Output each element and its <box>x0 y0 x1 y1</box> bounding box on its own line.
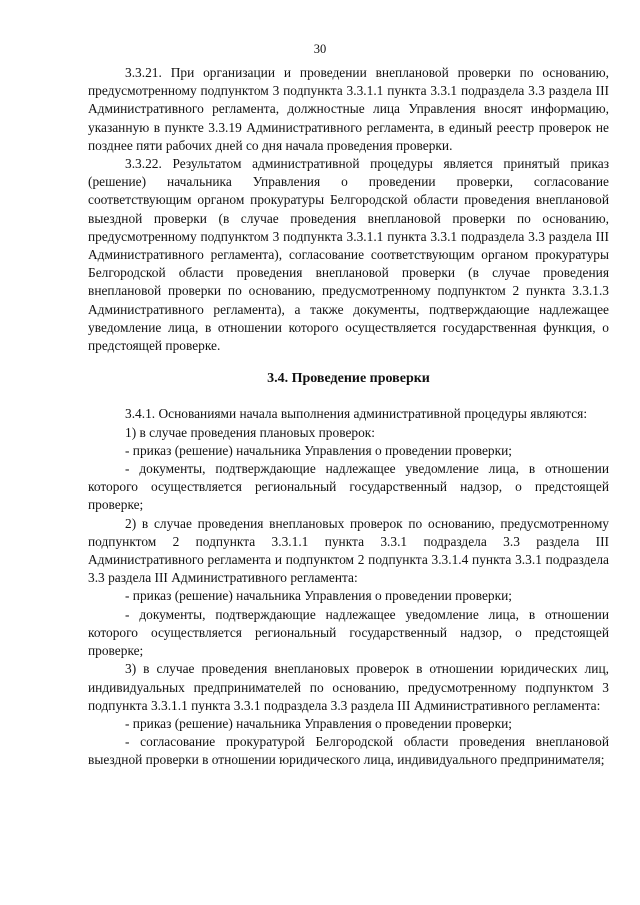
section-heading: 3.4. Проведение проверки <box>267 371 430 387</box>
list-item: - приказ (решение) начальника Управления о проведении проверки; <box>125 588 512 604</box>
document-body <box>88 64 609 770</box>
list-item: - документы, подтверждающие надлежащее уведомление лица, в отношении которого осуществляется региональный государственный надзор, о предстоящей проверке; <box>88 461 609 513</box>
list-item: 2) в случае проведения внеплановых проверок по основанию, предусмотренному подпунктом 2 подпункта 3.3.1.1 пункта 3.3.1 подраздела 3.3 раздела III Административного регламента и подпунктом 2 подпункта 3.3.1.4 пункта 3.3.1 подраздела 3.3 раздела III Административного регламента: <box>88 515 609 586</box>
list-item: - документы, подтверждающие надлежащее уведомление лица, в отношении которого осуществляется региональный государственный надзор, о предстоящей проверке; <box>88 606 609 659</box>
paragraph-3-3-21: 3.3.21. При организации и проведении внеплановой проверки по основанию, предусмотренному подпунктом 3 подпункта 3.3.1.1 пункта 3.3.1 подраздела 3.3 раздела III Административного регламента, должностные лица Управления вносят информацию, указанную в пункте 3.3.19 Административного регламента, в единый реестр проверок не позднее пяти рабочих дней со дня начала проведения проверки. <box>88 65 609 153</box>
page-number: 30 <box>313 42 327 56</box>
paragraph-3-4-1: 3.4.1. Основаниями начала выполнения административной процедуры являются: <box>125 406 588 422</box>
paragraph-3-3-22: 3.3.22. Результатом административной процедуры является принятый приказ (решение) начальника Управления о проведении проверки, согласование соответствующим органом прокуратуры Белгородской области проведения внеплановой выездной проверки (в случае проведения внеплановой проверки по основанию, предусмотренному подпунктом 3 подпункта 3.3.1.1 пункта 3.3.1 подраздела 3.3 раздела III Административного регламента), согласование соответствующим органом прокуратуры Белгородской области проведения внеплановой проверки (в случае проведения внеплановой проверки по основанию, предусмотренному подпунктом 2 пункта 3.3.1.3 Административного регламента), а также документы, подтверждающие надлежащее уведомление лица, в отношении которого осуществляется государственная функция, о предстоящей проверке. <box>88 156 609 354</box>
list-item: 3) в случае проведения внеплановых проверок в отношении юридических лиц, индивидуальных предпринимателей по основанию, предусмотренному подпунктом 3 подпункта 3.3.1.1 пункта 3.3.1 подраздела 3.3 раздела III Административного регламента: <box>88 661 609 713</box>
list-item: 1) в случае проведения плановых проверок: <box>125 424 376 440</box>
list-item: - согласование прокуратурой Белгородской области проведения внеплановой выездной проверки в отношении юридического лица, индивидуального предпринимателя; <box>88 734 609 768</box>
list-item: - приказ (решение) начальника Управления о проведении проверки; <box>125 442 512 458</box>
list-item: - приказ (решение) начальника Управления о проведении проверки; <box>125 715 512 731</box>
